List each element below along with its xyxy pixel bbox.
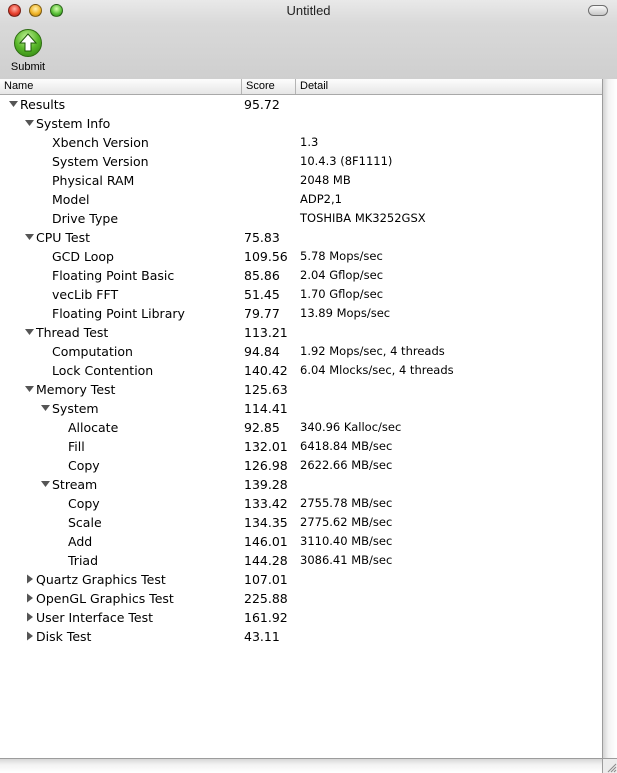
row-name: Memory Test [36, 382, 116, 397]
vertical-scrollbar[interactable] [602, 79, 617, 760]
results-outline [0, 95, 602, 760]
table-row[interactable] [0, 627, 602, 646]
row-name: GCD Loop [52, 249, 114, 264]
row-score: 161.92 [244, 610, 288, 625]
table-row[interactable] [0, 228, 602, 247]
row-name: Floating Point Library [52, 306, 185, 321]
row-detail: 5.78 Mops/sec [300, 249, 383, 263]
row-name: OpenGL Graphics Test [36, 591, 174, 606]
row-score: 114.41 [244, 401, 288, 416]
table-row[interactable] [0, 399, 602, 418]
disclosure-triangle-open-icon[interactable] [25, 228, 36, 247]
column-header-score[interactable]: Score [241, 79, 295, 94]
row-name: Fill [68, 439, 85, 454]
table-row[interactable] [0, 494, 602, 513]
row-name: Lock Contention [52, 363, 154, 378]
submit-arrow-icon [14, 29, 42, 57]
row-detail: 2048 MB [300, 173, 351, 187]
disclosure-triangle-closed-icon[interactable] [25, 627, 36, 646]
table-row[interactable] [0, 418, 602, 437]
row-name: Copy [68, 458, 100, 473]
row-score: 134.35 [244, 515, 288, 530]
row-name: Allocate [68, 420, 119, 435]
row-detail: 2755.78 MB/sec [300, 496, 393, 510]
row-detail: 3110.40 MB/sec [300, 534, 393, 548]
row-score: 75.83 [244, 230, 280, 245]
row-name: System [52, 401, 99, 416]
row-name: vecLib FFT [52, 287, 119, 302]
table-row[interactable] [0, 304, 602, 323]
row-detail: 2.04 Gflop/sec [300, 268, 384, 282]
table-row[interactable] [0, 190, 602, 209]
disclosure-triangle-closed-icon[interactable] [25, 589, 36, 608]
table-row[interactable] [0, 570, 602, 589]
horizontal-scrollbar[interactable] [0, 758, 602, 773]
row-name: CPU Test [36, 230, 91, 245]
disclosure-triangle-closed-icon[interactable] [25, 608, 36, 627]
disclosure-triangle-open-icon[interactable] [41, 475, 52, 494]
row-score: 109.56 [244, 249, 288, 264]
submit-button[interactable] [8, 28, 48, 76]
row-name: User Interface Test [36, 610, 154, 625]
row-detail: ADP2,1 [300, 192, 342, 206]
table-row[interactable] [0, 513, 602, 532]
row-detail: 6418.84 MB/sec [300, 439, 393, 453]
row-score: 95.72 [244, 97, 280, 112]
row-name: System Info [36, 116, 111, 131]
row-name: System Version [52, 154, 149, 169]
table-row[interactable] [0, 551, 602, 570]
row-score: 125.63 [244, 382, 288, 397]
row-detail: 6.04 Mlocks/sec, 4 threads [300, 363, 454, 377]
row-score: 92.85 [244, 420, 280, 435]
row-name: Scale [68, 515, 102, 530]
toolbar-toggle-button[interactable] [588, 5, 608, 16]
row-name: Triad [68, 553, 99, 568]
row-name: Quartz Graphics Test [36, 572, 166, 587]
table-row[interactable] [0, 114, 602, 133]
table-row[interactable] [0, 475, 602, 494]
row-name: Model [52, 192, 90, 207]
row-name: Disk Test [36, 629, 92, 644]
row-detail: 1.92 Mops/sec, 4 threads [300, 344, 445, 358]
row-score: 107.01 [244, 572, 288, 587]
table-row[interactable] [0, 589, 602, 608]
row-score: 225.88 [244, 591, 288, 606]
table-row[interactable] [0, 285, 602, 304]
table-row[interactable] [0, 323, 602, 342]
table-row[interactable] [0, 247, 602, 266]
row-score: 113.21 [244, 325, 288, 340]
row-score: 140.42 [244, 363, 288, 378]
table-row[interactable] [0, 209, 602, 228]
table-row[interactable] [0, 456, 602, 475]
column-header [0, 79, 602, 95]
table-row[interactable] [0, 361, 602, 380]
row-name: Thread Test [36, 325, 109, 340]
row-name: Results [20, 97, 66, 112]
table-row[interactable] [0, 532, 602, 551]
row-score: 43.11 [244, 629, 280, 644]
row-score: 139.28 [244, 477, 288, 492]
row-name: Copy [68, 496, 100, 511]
row-detail: 340.96 Kalloc/sec [300, 420, 402, 434]
row-name: Xbench Version [52, 135, 149, 150]
table-row[interactable] [0, 171, 602, 190]
row-name: Add [68, 534, 93, 549]
table-row[interactable] [0, 380, 602, 399]
submit-label: Submit [10, 61, 46, 73]
disclosure-triangle-open-icon[interactable] [25, 380, 36, 399]
row-score: 144.28 [244, 553, 288, 568]
table-row[interactable] [0, 608, 602, 627]
row-name: Computation [52, 344, 133, 359]
table-row[interactable] [0, 342, 602, 361]
disclosure-triangle-closed-icon[interactable] [25, 570, 36, 589]
row-detail: 10.4.3 (8F1111) [300, 154, 393, 168]
column-header-detail[interactable]: Detail [295, 79, 602, 94]
row-name: Floating Point Basic [52, 268, 175, 283]
row-score: 85.86 [244, 268, 280, 283]
row-score: 146.01 [244, 534, 288, 549]
row-detail: 3086.41 MB/sec [300, 553, 393, 567]
disclosure-triangle-open-icon[interactable] [9, 95, 20, 114]
column-header-name[interactable]: Name [4, 80, 34, 92]
resize-grip-icon[interactable] [602, 758, 617, 773]
table-row[interactable] [0, 266, 602, 285]
row-detail: TOSHIBA MK3252GSX [300, 211, 426, 225]
row-detail: 2622.66 MB/sec [300, 458, 393, 472]
row-name: Physical RAM [52, 173, 135, 188]
row-detail: 1.3 [300, 135, 319, 149]
row-score: 79.77 [244, 306, 280, 321]
row-score: 51.45 [244, 287, 280, 302]
table-row[interactable] [0, 152, 602, 171]
window-title: Untitled [286, 3, 331, 18]
row-name: Drive Type [52, 211, 119, 226]
row-detail: 1.70 Gflop/sec [300, 287, 384, 301]
row-detail: 2775.62 MB/sec [300, 515, 393, 529]
window-chrome [0, 0, 617, 80]
row-score: 132.01 [244, 439, 288, 454]
row-detail: 13.89 Mops/sec [300, 306, 391, 320]
row-name: Stream [52, 477, 98, 492]
table-row[interactable] [0, 437, 602, 456]
row-score: 133.42 [244, 496, 288, 511]
row-score: 94.84 [244, 344, 280, 359]
disclosure-triangle-open-icon[interactable] [25, 114, 36, 133]
disclosure-triangle-open-icon[interactable] [41, 399, 52, 418]
row-score: 126.98 [244, 458, 288, 473]
table-row[interactable] [0, 95, 602, 114]
table-row[interactable] [0, 133, 602, 152]
disclosure-triangle-open-icon[interactable] [25, 323, 36, 342]
